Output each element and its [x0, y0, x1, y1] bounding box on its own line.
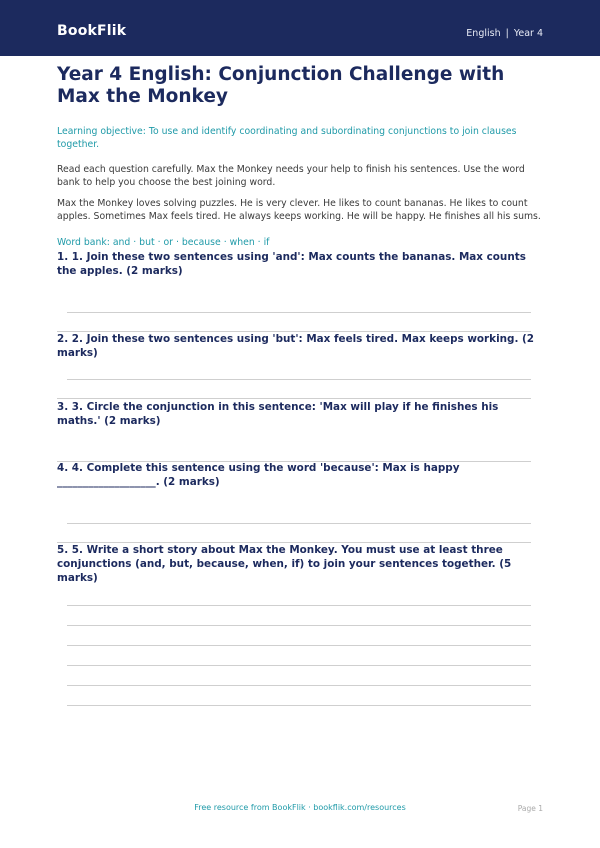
story-passage: Max the Monkey loves solving puzzles. He is very clever. He likes to count bananas. He likes to count apples. Sometimes Max feels tired. He always keeps working. He will be happy. He finishes all his sums. — [57, 198, 541, 222]
question-5: 5. 5. Write a short story about Max the Monkey. You must use at least three conjunctions (and, but, because, when, if) to join your sentences together. (5 marks) — [57, 544, 512, 584]
word-bank: Word bank: and · but · or · because · when · if — [57, 237, 270, 248]
page-header — [0, 0, 600, 56]
answer-line[interactable] — [67, 312, 531, 313]
answer-line[interactable] — [67, 379, 531, 380]
answer-line[interactable] — [67, 625, 531, 626]
instructions-text: Read each question carefully. Max the Monkey needs your help to finish his sentences. Use the word bank to help you choose the best joining word. — [57, 164, 525, 188]
subject-label: English — [466, 28, 501, 39]
year-label: Year 4 — [513, 28, 543, 39]
question-4: 4. 4. Complete this sentence using the word 'because': Max is happy ___________________. (2 marks) — [57, 462, 460, 488]
subject-year-label — [466, 28, 543, 39]
learning-objective: Learning objective: To use and identify coordinating and subordinating conjunctions to join clauses together. — [57, 126, 517, 150]
answer-line[interactable] — [67, 705, 531, 706]
answer-line[interactable] — [67, 645, 531, 646]
answer-line[interactable] — [67, 685, 531, 686]
question-2: 2. 2. Join these two sentences using 'but': Max feels tired. Max keeps working. (2 marks) — [57, 333, 535, 359]
separator: | — [505, 28, 509, 39]
answer-line[interactable] — [67, 605, 531, 606]
page-title: Year 4 English: Conjunction Challenge with Max the Monkey — [57, 64, 505, 107]
question-1: 1. 1. Join these two sentences using 'and': Max counts the bananas. Max counts the apples. (2 marks) — [57, 251, 526, 277]
question-3: 3. 3. Circle the conjunction in this sentence: 'Max will play if he finishes his maths.' (2 marks) — [57, 401, 499, 427]
answer-line[interactable] — [67, 665, 531, 666]
answer-line[interactable] — [67, 523, 531, 524]
intro-section — [57, 64, 543, 248]
footer-source-link[interactable]: Free resource from BookFlik · bookflik.com/resources — [194, 803, 406, 812]
page-number: Page 1 — [517, 804, 543, 813]
brand-logo-text[interactable]: BookFlik — [57, 23, 127, 39]
question-divider — [57, 398, 531, 399]
